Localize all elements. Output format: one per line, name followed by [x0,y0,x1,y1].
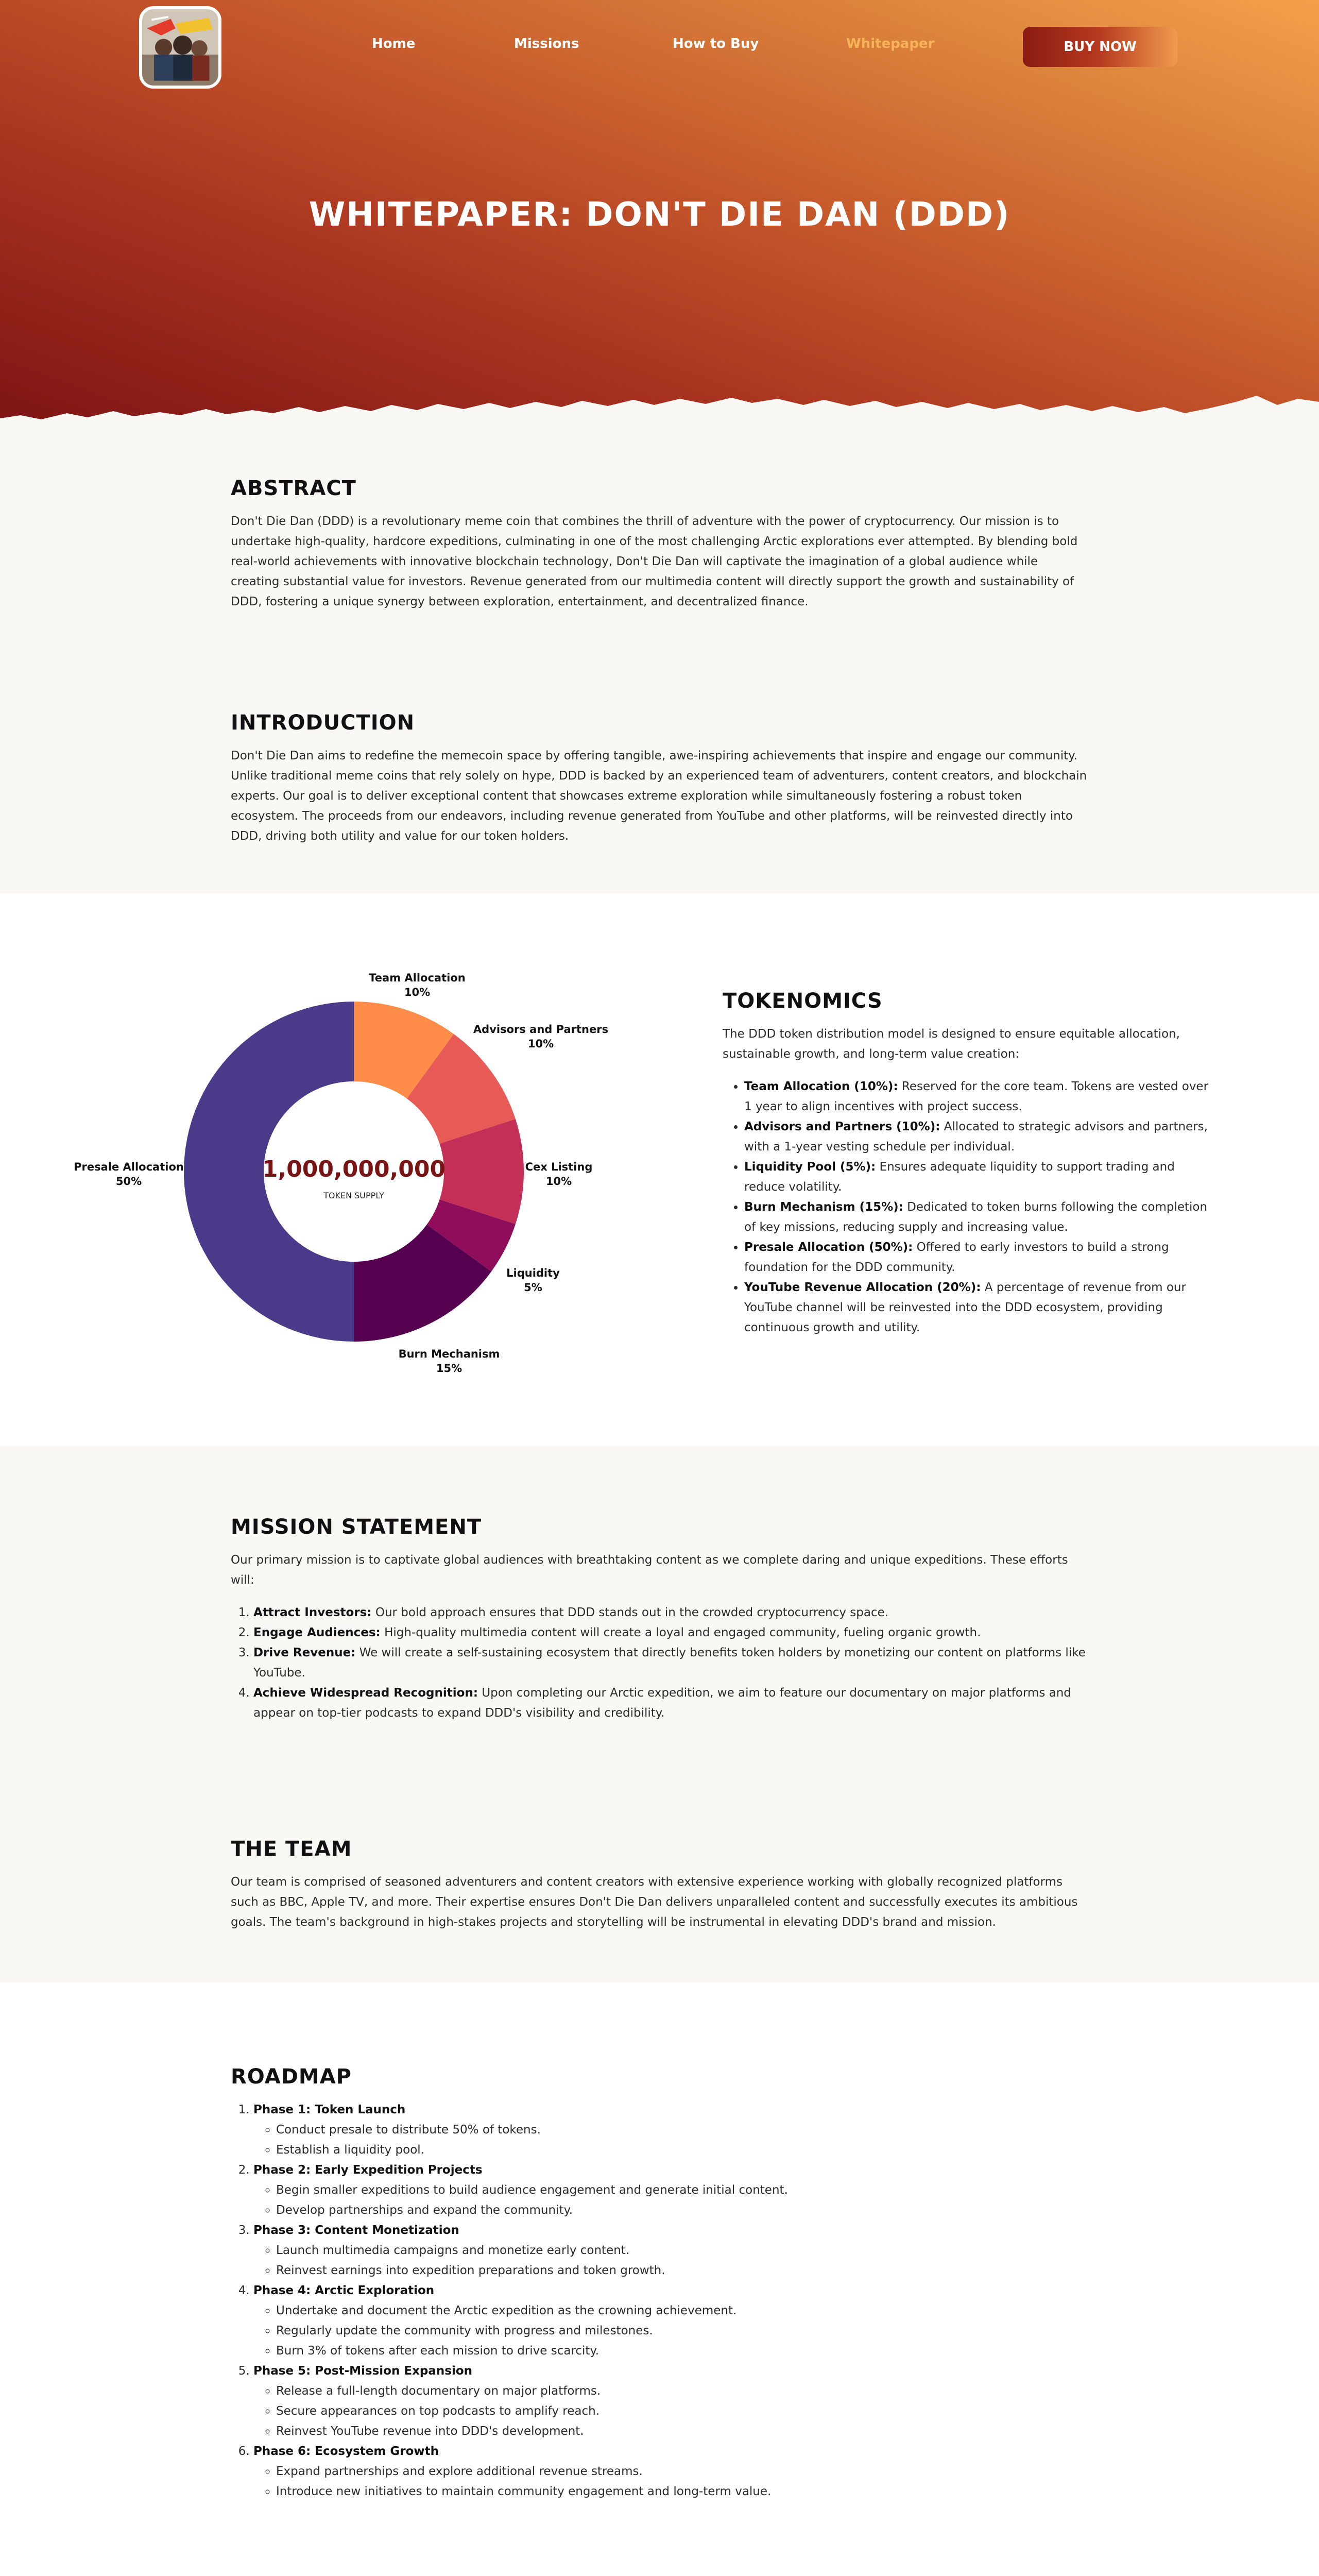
tokenomics-intro: The DDD token distribution model is designed to ensure equitable allocation, sustainable growth, and long-term value creation: [723,1027,1180,1061]
introduction-heading: INTRODUCTION [231,711,415,735]
tokenomics-heading: TOKENOMICS [723,989,883,1013]
mission-list [231,1603,1088,1723]
roadmap-phase: 1. Phase 1: Token Launch ◦ Conduct presale to distribute 50% of tokens. ◦ Establish a liquidity pool. [253,2100,1088,2160]
abstract-body: Don't Die Dan (DDD) is a revolutionary meme coin that combines the thrill of adventure with the power of cryptocurrency. Our mission is to undertake high-quality, hardcore expeditions, culminating in one of the most challenging Arctic explorations ever attempted. By blending bold real-world achievements with innovative blockchain technology, Don't Die Dan will captivate the imagination of a global audience while creating substantial value for investors. Revenue generated from our multimedia content will directly support the growth and sustainability of DDD, fostering a unique synergy between exploration, entertainment, and decentralized finance. [231,515,1078,608]
slice-percent-label: 50% [115,1175,142,1188]
page-title: WHITEPAPER: DON'T DIE DAN (DDD) [309,196,1010,234]
slice-percent-label: 15% [436,1362,462,1375]
tokenomics-block [723,989,1212,1338]
slice-percent-label: 10% [527,1038,554,1050]
introduction-body: Don't Die Dan aims to redefine the memecoin space by offering tangible, awe-inspiring achievements that inspire and engage our community. Unlike traditional meme coins that rely solely on hype, DDD is backed by an experienced team of adventurers, content creators, and blockchain experts. Our goal is to deliver exceptional content that showcases extreme exploration while simultaneously fostering a robust token ecosystem. The proceeds from our endeavors, including revenue generated from YouTube and other platforms, will be reinvested directly into DDD, driving both utility and value for our token holders. [231,749,1087,843]
introduction-block [231,711,1088,846]
list-item: 1. Attract Investors: Our bold approach ensures that DDD stands out in the crowded cryptocurrency space. [253,1603,1088,1623]
slice-percent-label: 10% [545,1175,572,1188]
roadmap-phase: 6. Phase 6: Ecosystem Growth ◦ Expand partnerships and explore additional revenue streams. ◦ Introduce new initiatives to maintain community engagement and long-term value. [253,2442,1088,2502]
token-supply-value: 1,000,000,000 [262,1156,446,1182]
abstract-block [231,477,1088,612]
slice-percent-label: 10% [404,986,431,998]
team-block [231,1837,1088,1933]
list-item: 3. Drive Revenue: We will create a self-sustaining ecosystem that directly benefits token holders by monetizing our content on platforms like YouTube. [253,1643,1088,1683]
slice-label: Team Allocation [369,972,466,984]
tokenomics-donut-chart [62,953,654,1386]
buy-now-button[interactable]: BUY NOW [1023,27,1177,67]
mission-heading: MISSION STATEMENT [231,1515,482,1539]
mission-team-section [0,1446,1319,1982]
nav-how-to-buy[interactable]: How to Buy [673,36,759,52]
slice-label: Advisors and Partners [473,1023,609,1036]
slice-label: Liquidity [506,1267,560,1279]
hero-banner [0,0,1319,428]
list-item: • YouTube Revenue Allocation (20%): A percentage of revenue from our YouTube channel will be reinvested into the DDD ecosystem, providing continuous growth and utility. [744,1278,1212,1338]
slice-label: Cex Listing [525,1161,593,1173]
mission-block [231,1515,1088,1723]
list-item: 2. Engage Audiences: High-quality multimedia content will create a loyal and engaged community, fueling organic growth. [253,1623,1088,1643]
list-item: 4. Achieve Widespread Recognition: Upon completing our Arctic expedition, we aim to feature our documentary on major platforms and appear on top-tier podcasts to expand DDD's visibility and credibility. [253,1683,1088,1723]
roadmap-list [231,2100,1088,2502]
slice-label: Presale Allocation [74,1161,184,1173]
abstract-heading: ABSTRACT [231,477,356,500]
team-heading: THE TEAM [231,1837,352,1861]
nav-missions[interactable]: Missions [514,36,579,52]
list-item: • Liquidity Pool (5%): Ensures adequate liquidity to support trading and reduce volatility. [744,1157,1212,1197]
list-item: • Advisors and Partners (10%): Allocated to strategic advisors and partners, with a 1-year vesting schedule per individual. [744,1117,1212,1157]
nav-whitepaper[interactable]: Whitepaper [846,36,935,52]
list-item: • Team Allocation (10%): Reserved for the core team. Tokens are vested over 1 year to align incentives with project success. [744,1077,1212,1117]
roadmap-phase: 3. Phase 3: Content Monetization ◦ Launch multimedia campaigns and monetize early content. ◦ Reinvest earnings into expedition preparations and token growth. [253,2221,1088,2281]
roadmap-phase: 4. Phase 4: Arctic Exploration ◦ Undertake and document the Arctic expedition as the crowning achievement. ◦ Regularly update the community with progress and milestones. ◦ Burn 3% of tokens after each mission to drive scarcity. [253,2281,1088,2361]
roadmap-heading: ROADMAP [231,2065,352,2089]
token-supply-label: TOKEN SUPPLY [323,1191,384,1200]
roadmap-section [0,1982,1319,2576]
team-body: Our team is comprised of seasoned adventurers and content creators with extensive experience working with globally recognized platforms such as BBC, Apple TV, and more. Their expertise ensures Don't Die Dan delivers unparalleled content and successfully executes its ambitious goals. The team's background in high-stakes projects and storytelling will be instrumental in elevating DDD's brand and mission. [231,1875,1078,1929]
torn-edge-divider [0,381,1319,433]
roadmap-phase: 2. Phase 2: Early Expedition Projects ◦ Begin smaller expeditions to build audience engagement and generate initial content. ◦ Develop partnerships and expand the community. [253,2160,1088,2221]
slice-label: Burn Mechanism [398,1348,500,1360]
roadmap-block [231,2065,1088,2502]
nav-home[interactable]: Home [372,36,416,52]
tokenomics-list [723,1077,1212,1338]
roadmap-phase: 5. Phase 5: Post-Mission Expansion ◦ Release a full-length documentary on major platforms. ◦ Secure appearances on top podcasts to amplify reach. ◦ Reinvest YouTube revenue into DDD's development. [253,2361,1088,2442]
slice-percent-label: 5% [524,1281,542,1294]
tokenomics-chart [62,953,654,1386]
intro-section [0,428,1319,893]
mission-intro: Our primary mission is to captivate global audiences with breathtaking content as we complete daring and unique expeditions. These efforts will: [231,1553,1068,1587]
list-item: • Burn Mechanism (15%): Dedicated to token burns following the completion of key missions, reducing supply and increasing value. [744,1197,1212,1238]
list-item: • Presale Allocation (50%): Offered to early investors to build a strong foundation for the DDD community. [744,1238,1212,1278]
